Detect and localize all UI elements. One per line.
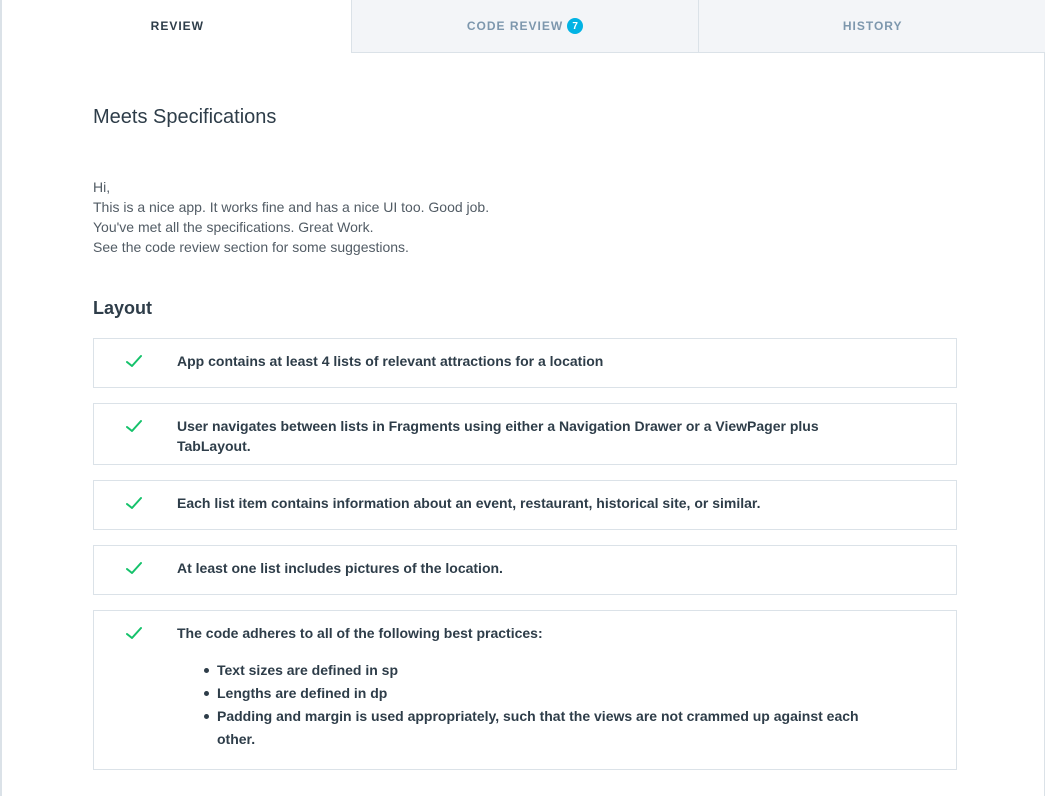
tab-history[interactable]: [698, 0, 1045, 53]
rubric-text: App contains at least 4 lists of relevant attractions for a location: [177, 353, 604, 369]
rubric-text: Each list item contains information about an event, restaurant, historical site, or similar.: [177, 495, 761, 511]
tab-bar: [4, 0, 1045, 53]
list-item: Lengths are defined in dp: [217, 682, 896, 705]
tab-review-label: REVIEW: [150, 19, 204, 33]
check-icon: [125, 625, 143, 641]
check-icon: [125, 353, 143, 369]
tab-review[interactable]: [4, 0, 351, 53]
rubric-item: [93, 338, 957, 388]
page-title: Meets Specifications: [93, 106, 277, 128]
code-review-count-badge: 7: [567, 18, 583, 34]
list-item: Text sizes are defined in sp: [217, 659, 896, 682]
rubric-text: User navigates between lists in Fragments using either a Navigation Drawer or a ViewPager plus TabLayout.: [177, 418, 819, 454]
list-item: Padding and margin is used appropriately, such that the views are not crammed up against each other.: [217, 705, 896, 751]
rubric-text: At least one list includes pictures of the location.: [177, 560, 503, 576]
comment-line: Hi,: [93, 179, 111, 195]
check-icon: [125, 560, 143, 576]
comment-line: See the code review section for some suggestions.: [93, 239, 409, 255]
tab-code-review-label: CODE REVIEW: [466, 19, 564, 33]
rubric-item: [93, 480, 957, 530]
rubric-item: [93, 610, 957, 770]
rubric-item: [93, 545, 957, 595]
best-practices-list: [177, 659, 896, 751]
section-title: Layout: [93, 298, 153, 318]
check-icon: [125, 495, 143, 511]
comment-line: This is a nice app. It works fine and has a nice UI too. Good job.: [93, 199, 490, 215]
comment-line: You've met all the specifications. Great Work.: [93, 219, 374, 235]
rubric-text: The code adheres to all of the following best practices:: [177, 625, 543, 641]
tab-code-review[interactable]: [351, 0, 699, 53]
reviewer-comment: [93, 177, 793, 257]
check-icon: [125, 418, 143, 434]
rubric-item: [93, 403, 957, 465]
tab-history-label: HISTORY: [842, 19, 903, 33]
